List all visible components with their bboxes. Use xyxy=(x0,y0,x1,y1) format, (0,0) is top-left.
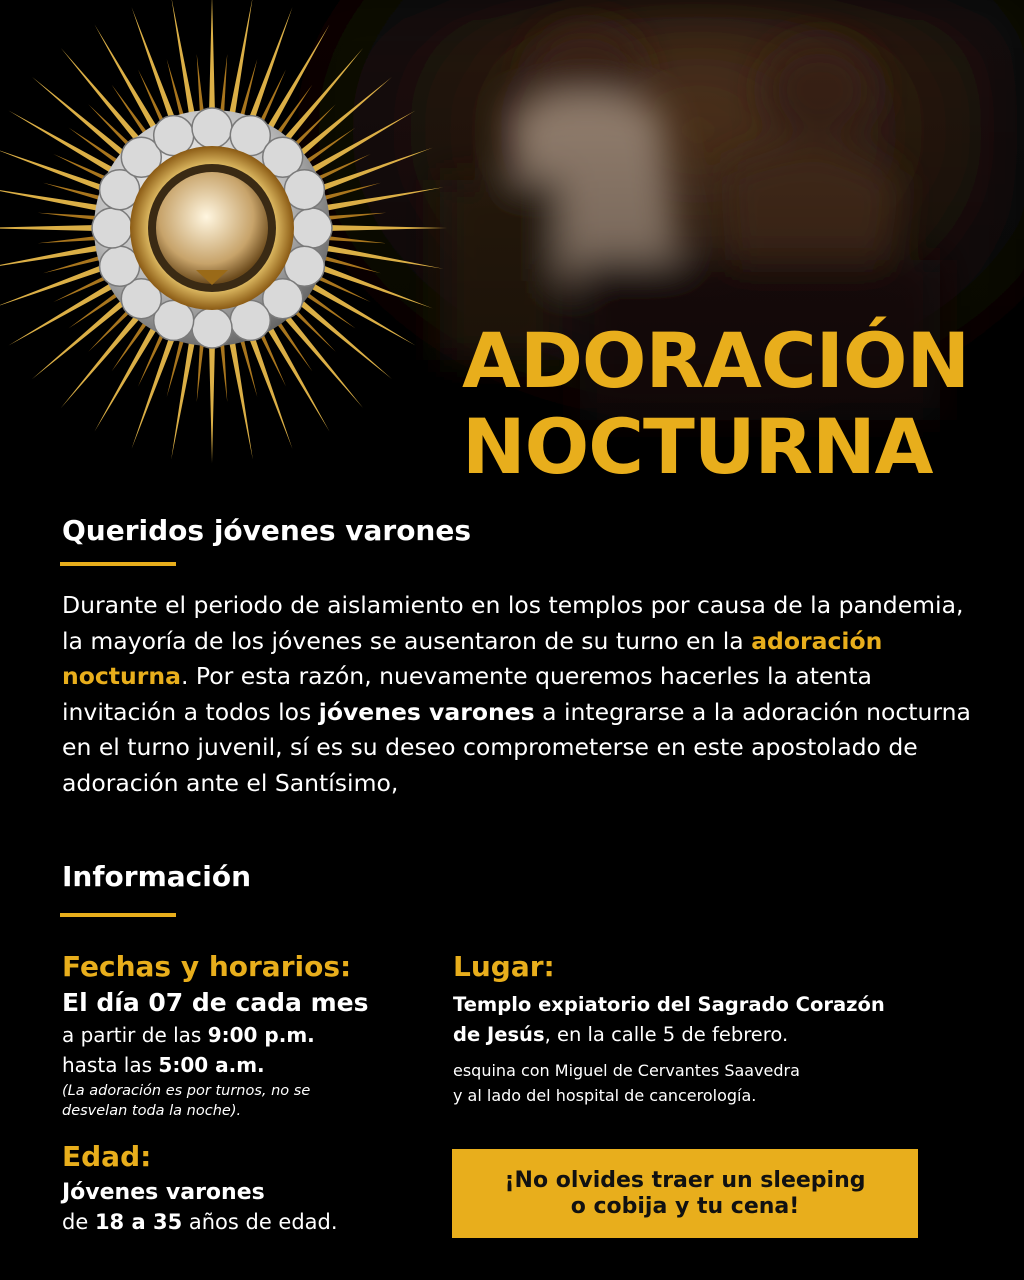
schedule-heading: Fechas y horarios: xyxy=(62,950,352,983)
place-line-2 xyxy=(453,1023,788,1046)
monstrance-ray xyxy=(0,187,104,212)
schedule-note-line-2: desvelan toda la noche). xyxy=(62,1103,242,1119)
paragraph-part-2: . Por esta razón, nuevamente queremos hacerles la atenta invitación a todos los xyxy=(62,662,872,726)
schedule-day: El día 07 de cada mes xyxy=(62,988,369,1017)
monstrance-ray xyxy=(321,235,386,243)
info-heading: Información xyxy=(62,860,252,893)
schedule-to xyxy=(62,1053,265,1077)
schedule-from xyxy=(62,1023,315,1047)
title-line-1: ADORACIÓN xyxy=(462,316,970,405)
monstrance-ray xyxy=(197,337,205,402)
monstrance-ray xyxy=(95,25,160,135)
monstrance-scallop xyxy=(284,170,324,210)
reminder-line-1: ¡No olvides traer un sleeping xyxy=(504,1167,866,1193)
monstrance-ray xyxy=(171,0,196,120)
age-heading: Edad: xyxy=(62,1140,152,1173)
schedule-note-line-1: (La adoración es por turnos, no se xyxy=(62,1083,311,1099)
place-detail-1: esquina con Miguel de Cervantes Saavedra xyxy=(453,1061,800,1080)
greeting-underline xyxy=(60,562,176,566)
monstrance-ray xyxy=(306,280,416,345)
monstrance-ray xyxy=(320,244,444,269)
place-heading: Lugar: xyxy=(453,950,555,983)
monstrance-ray xyxy=(264,322,329,432)
monstrance-ray xyxy=(320,187,444,212)
schedule-to-time: 5:00 a.m. xyxy=(158,1053,265,1077)
monstrance-ray xyxy=(9,280,119,345)
place-line-1: Templo expiatorio del Sagrado Corazón xyxy=(453,993,885,1016)
bold-jovenes-varones: jóvenes varones xyxy=(318,697,535,726)
monstrance-ray xyxy=(322,225,447,231)
schedule-to-prefix: hasta las xyxy=(62,1053,159,1077)
monstrance-scallop xyxy=(92,208,132,248)
place-line-2-rest: , en la calle 5 de febrero. xyxy=(544,1023,789,1046)
monstrance-ray xyxy=(9,111,119,176)
monstrance-ray xyxy=(171,336,196,460)
monstrance-ray xyxy=(306,111,416,176)
schedule-from-time: 9:00 p.m. xyxy=(207,1023,315,1047)
monstrance-ray xyxy=(264,25,329,135)
monstrance-scallop xyxy=(192,308,232,348)
title-line-2: NOCTURNA xyxy=(462,402,933,491)
monstrance-scallop xyxy=(230,300,270,340)
monstrance-scallop xyxy=(292,208,332,248)
age-line-1: Jóvenes varones xyxy=(62,1180,265,1205)
age-prefix: de xyxy=(62,1210,95,1234)
schedule-from-prefix: a partir de las xyxy=(62,1023,208,1047)
monstrance-ray xyxy=(321,213,386,221)
monstrance-ray xyxy=(38,213,103,221)
reminder-box xyxy=(452,1149,918,1238)
poster-title xyxy=(462,318,1002,490)
age-line-2 xyxy=(62,1210,338,1234)
age-range: 18 a 35 xyxy=(94,1210,183,1234)
monstrance-image xyxy=(0,0,460,470)
monstrance-ray xyxy=(209,338,215,463)
monstrance-scallop xyxy=(154,116,194,156)
monstrance-ray xyxy=(219,54,227,119)
invitation-paragraph xyxy=(62,588,982,801)
reminder-line-2: o cobija y tu cena! xyxy=(570,1193,800,1219)
monstrance-ray xyxy=(0,244,104,269)
info-underline xyxy=(60,913,176,917)
monstrance-scallop xyxy=(192,108,232,148)
monstrance-scallop xyxy=(100,246,140,286)
monstrance-ray xyxy=(0,263,110,309)
monstrance-ray xyxy=(0,148,110,194)
monstrance-ray xyxy=(197,54,205,119)
monstrance-ray xyxy=(209,0,215,118)
highlight-adoracion-nocturna: adoración nocturna xyxy=(62,626,883,690)
monstrance-ray xyxy=(0,225,102,231)
monstrance-ray xyxy=(228,336,253,460)
paragraph-part-1: Durante el periodo de aislamiento en los templos por causa de la pandemia, la mayoría de los jóvenes se ausentaron de su turno en la xyxy=(62,591,964,655)
paragraph-part-3: a integrarse a la adoración nocturna en el turno juvenil, sí es su deseo comprometerse en este apostolado de adoración ante el Santísimo, xyxy=(62,697,971,797)
monstrance-ray xyxy=(95,322,160,432)
age-suffix: años de edad. xyxy=(182,1210,338,1234)
greeting-heading: Queridos jóvenes varones xyxy=(62,514,472,547)
monstrance-ray xyxy=(228,0,253,120)
place-line-2-bold: de Jesús xyxy=(453,1023,545,1046)
monstrance-ray xyxy=(219,337,227,402)
place-detail-2: y al lado del hospital de cancerología. xyxy=(453,1086,757,1105)
monstrance-ray xyxy=(38,235,103,243)
